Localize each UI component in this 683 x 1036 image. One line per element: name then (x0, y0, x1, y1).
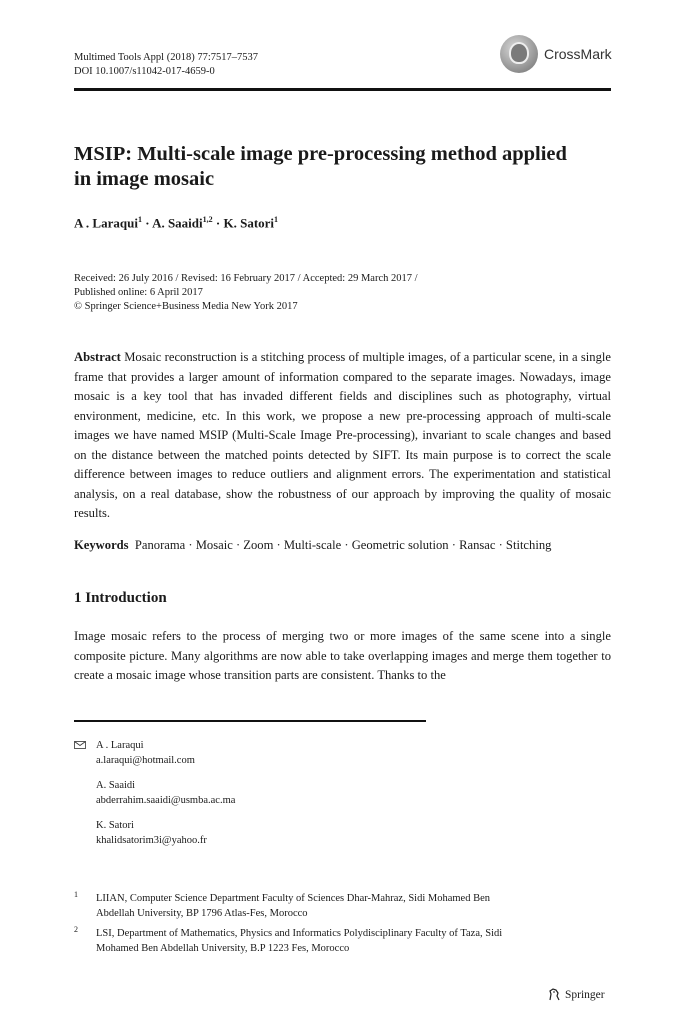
affiliation-line: Abdellah University, BP 1796 Atlas-Fes, Morocco (96, 908, 308, 919)
keywords (74, 536, 611, 555)
paper-title (74, 142, 594, 192)
copyright-line: © Springer Science+Business Media New York 2017 (74, 301, 298, 312)
keywords-text: Panorama · Mosaic · Zoom · Multi-scale · Geometric solution · Ransac · Stitching (134, 538, 552, 552)
affiliation (74, 926, 611, 956)
author-name[interactable]: A. Saaidi (152, 215, 203, 231)
header-rule (74, 88, 611, 91)
dates-line: Published online: 6 April 2017 (74, 287, 203, 298)
keywords-label: Keywords (74, 538, 129, 552)
author-separator: · (141, 215, 153, 231)
contact-name: A . Laraqui (96, 740, 144, 751)
contact-email[interactable]: khalidsatorim3i@yahoo.fr (96, 835, 207, 846)
contact-email[interactable]: a.laraqui@hotmail.com (96, 755, 195, 766)
footnote-rule (74, 720, 426, 722)
affiliation-number: 1 (74, 890, 78, 899)
springer-footer (547, 988, 605, 1002)
affiliation-number: 2 (74, 925, 78, 934)
affiliation (74, 891, 611, 921)
contact-name: K. Satori (96, 820, 134, 831)
affiliation-line: Mohamed Ben Abdellah University, B.P 1223 Fes, Morocco (96, 943, 350, 954)
title-line-1: MSIP: Multi-scale image pre-processing method applied (74, 143, 567, 165)
author-separator: · (212, 215, 224, 231)
title-line-2: in image mosaic (74, 168, 215, 190)
journal-header (74, 51, 258, 79)
contact-entry (96, 778, 235, 808)
crossmark-badge[interactable] (496, 35, 616, 79)
publisher-name: Springer (565, 989, 605, 1001)
author-affil-sup: 1 (274, 215, 279, 224)
intro-paragraph: Image mosaic refers to the process of merging two or more images of the same scene into a single composite picture. Many algorithms are now able to take overlapping images and merge them together to create a mosaic image whose transition parts are consistent. Thanks to the (74, 629, 611, 682)
envelope-icon (74, 741, 86, 749)
affiliation-line: LSI, Department of Mathematics, Physics and Informatics Polydisciplinary Faculty of Taza, Sidi (96, 928, 503, 939)
author-name[interactable]: K. Satori (223, 215, 275, 231)
author-name[interactable]: A . Laraqui (74, 215, 138, 231)
journal-citation: Multimed Tools Appl (2018) 77:7517–7537 (74, 52, 258, 63)
abstract-text: Mosaic reconstruction is a stitching process of multiple images, of a particular scene, in a single frame that provides a larger amount of information compared to the separate images. Nowadays, image mosaic is a key tool that has invaded different fields and disciplines such as photography, virtual environment, medicine, etc. In this work, we propose a new pre-processing approach of multi-scale images we have named MSIP (Multi-Scale Image Pre-processing), invariant to scale changes and based on the distance between the matched points detected by SIFT. Its main purpose is to correct the scale difference between images to reduce outliers and alignment errors. The experimentation and statistical analysis, on a real database, show the robustness of our approach by improving the quality of mosaic results. (74, 350, 611, 520)
author-affil-sup: 1,2 (202, 215, 213, 224)
springer-horse-icon (547, 988, 561, 1002)
abstract (74, 348, 611, 524)
contact-entry (96, 738, 235, 768)
contact-entry (96, 818, 235, 848)
publication-dates (74, 272, 418, 314)
crossmark-label: CrossMark (544, 46, 612, 62)
doi[interactable]: DOI 10.1007/s11042-017-4659-0 (74, 66, 215, 77)
contact-list (74, 738, 235, 858)
affiliation-line: LIIAN, Computer Science Department Faculty of Sciences Dhar-Mahraz, Sidi Mohamed Ben (96, 893, 491, 904)
author-affil-sup: 1 (137, 215, 142, 224)
section-heading: 1 Introduction (74, 590, 167, 606)
dates-line: Received: 26 July 2016 / Revised: 16 February 2017 / Accepted: 29 March 2017 / (74, 273, 418, 284)
crossmark-icon (500, 35, 538, 73)
contact-email[interactable]: abderrahim.saaidi@usmba.ac.ma (96, 795, 236, 806)
author-list (74, 215, 278, 231)
abstract-label: Abstract (74, 350, 121, 364)
affiliation-list (74, 891, 611, 961)
contact-name: A. Saaidi (96, 780, 136, 791)
